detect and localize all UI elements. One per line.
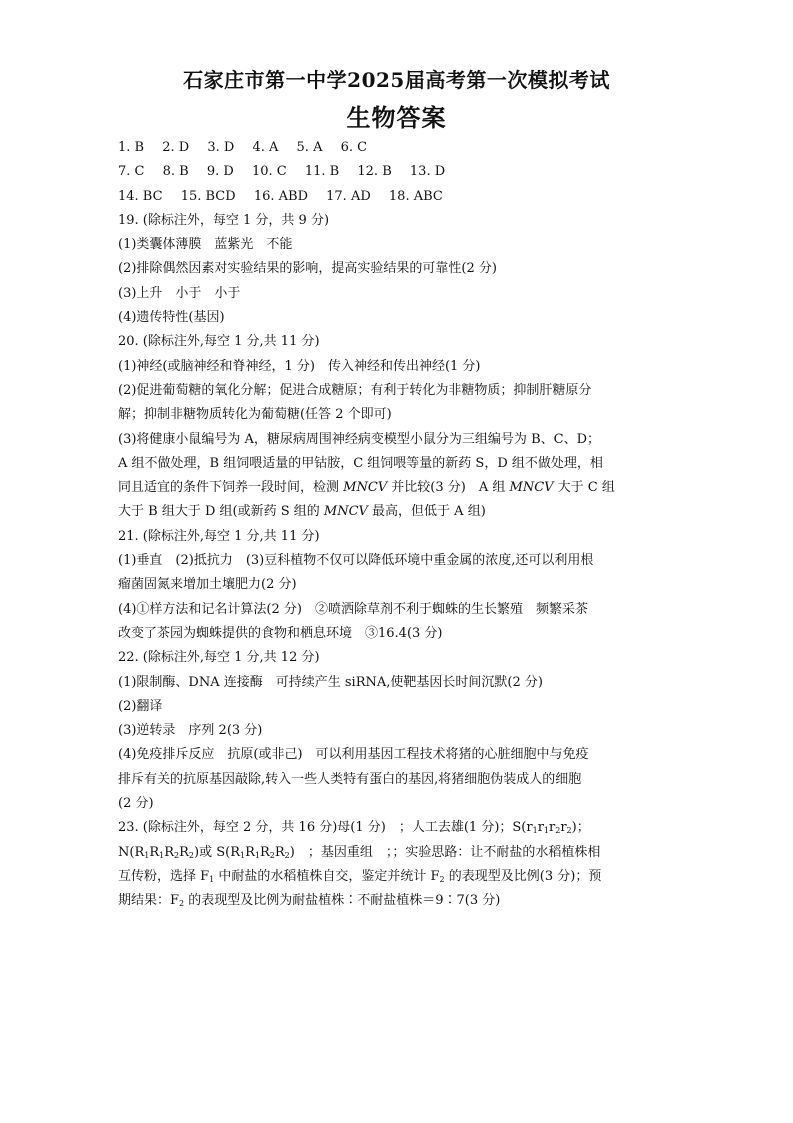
- choice-answer: 14. BC: [118, 188, 163, 204]
- page-subtitle: 生物答案: [346, 103, 447, 132]
- text-run: R: [259, 844, 270, 860]
- answer-line: (3)将健康小鼠编号为 A，糖尿病周围神经病变模型小鼠分为三组编号为 B、C、D；: [118, 431, 600, 447]
- answer-line: 瘤菌固氮来增加土壤肥力(2 分): [118, 577, 297, 593]
- answer-line: (4)①样方法和记名计算法(2 分) ②喷洒除草剂不利于蜘蛛的生长繁殖 频繁采茶: [118, 601, 588, 617]
- text-run: 中耐盐的水稻植株自交，鉴定并统计 F: [214, 868, 440, 884]
- subscript: 2: [174, 850, 180, 860]
- choice-answer: 7. C: [118, 164, 145, 180]
- choice-answer: 17. AD: [326, 188, 371, 204]
- answer-line: (2)翻译: [118, 698, 163, 714]
- text-run: 同且适宜的条件下饲养一段时间，检测: [118, 480, 344, 496]
- choice-answer: 13. D: [409, 164, 446, 180]
- answer-line: (3)上升 小于 小于: [118, 285, 241, 301]
- text-run: 大于 B 组大于 D 组(或新药 S 组的: [118, 504, 324, 520]
- text-run: R: [274, 844, 285, 860]
- subscript: 1: [209, 874, 215, 884]
- q23-line-2: [118, 841, 678, 865]
- text-run: R: [164, 844, 175, 860]
- text-run: 的表现型及比例为耐盐植株∶不耐盐植株＝9∶7(3 分): [184, 893, 501, 909]
- answer-line: (4)遗传特性(基因): [118, 310, 225, 326]
- choice-answer: 1. B: [118, 140, 145, 155]
- choice-answer: 4. A: [252, 140, 279, 155]
- choice-answer: 9. D: [206, 164, 234, 180]
- answer-line: (1)神经(或脑神经和脊神经，1 分) 传入神经和传出神经(1 分): [118, 358, 481, 374]
- choice-answer: 16. ABD: [253, 188, 308, 204]
- q22-heading: 22. (除标注外,每空 1 分,共 12 分): [118, 650, 320, 666]
- text-run: 期结果：F: [118, 893, 180, 909]
- text-run: 大于 C 组: [553, 480, 615, 496]
- choice-answer: 15. BCD: [180, 188, 236, 204]
- text-run: ) ；基因重组 ；；实验思路：让不耐盐的水稻植株相: [289, 844, 601, 860]
- page-title: 石家庄市第一中学2025届高考第一次模拟考试: [183, 68, 610, 92]
- subscript: 2: [566, 826, 572, 836]
- text-run: r: [560, 820, 567, 836]
- answer-content: [118, 136, 678, 914]
- answer-line: (2 分): [118, 796, 154, 812]
- subscript: 2: [555, 826, 561, 836]
- answer-line: 改变了茶园为蜘蛛提供的食物和栖息环境 ③16.4(3 分): [118, 625, 443, 641]
- answer-line: 排斥有关的抗原基因敲除,转入一些人类特有蛋白的基因,将猪细胞伪装成人的细胞: [118, 771, 582, 787]
- choice-answer: 8. B: [162, 164, 189, 180]
- q19-heading: 19. (除标注外，每空 1 分，共 9 分): [118, 212, 330, 228]
- answer-line: [118, 476, 678, 500]
- text-run: )；: [571, 820, 590, 836]
- choice-answer: 12. B: [357, 164, 392, 180]
- choice-answer: 6. C: [340, 140, 368, 155]
- text-run: R: [245, 844, 255, 860]
- text-run: 的表现型及比例(3 分)；预: [444, 868, 602, 884]
- text-run: r: [549, 820, 556, 836]
- subscript: 2: [179, 899, 185, 909]
- answer-line: (1)限制酶、DNA 连接酶 可持续产生 siRNA,使靶基因长时间沉默(2 分): [118, 674, 543, 690]
- text-run: 互传粉，选择 F: [118, 868, 210, 884]
- text-run: N(R: [118, 844, 145, 860]
- answer-line: (3)逆转录 序列 2(3 分): [118, 723, 263, 739]
- subscript: 2: [188, 850, 195, 860]
- subscript: 2: [269, 850, 275, 860]
- answer-line: (2)促进葡萄糖的氧化分解；促进合成糖原；有利于转化为非糖物质；抑制肝糖原分: [118, 382, 592, 398]
- text-run: 并比较(3 分) A 组: [387, 480, 510, 496]
- text-run: )或 S(R: [194, 844, 240, 860]
- q21-heading: 21. (除标注外,每空 1 分,共 11 分): [118, 528, 320, 544]
- text-run: r: [537, 820, 544, 836]
- mncv-term: MNCV: [343, 480, 388, 496]
- answer-line: (1)类囊体薄膜 蓝紫光 不能: [118, 237, 293, 253]
- mncv-term: MNCV: [323, 504, 368, 520]
- q20-heading: 20. (除标注外,每空 1 分,共 11 分): [118, 334, 320, 350]
- choice-answer: 18. ABC: [388, 188, 443, 204]
- subscript: 1: [144, 850, 150, 860]
- choice-answer: 5. A: [296, 140, 323, 155]
- choice-row-1: [118, 136, 678, 160]
- answer-line: (4)免疫排斥反应 抗原(或非己) 可以利用基因工程技术将猪的心脏细胞中与免疫: [118, 747, 589, 763]
- q23-line-4: [118, 889, 678, 913]
- answer-line: (2)排除偶然因素对实验结果的影响，提高实验结果的可靠性(2 分): [118, 261, 497, 277]
- text-run: R: [179, 844, 189, 860]
- answer-line: 解；抑制非糖物质转化为葡萄糖(任答 2 个即可): [118, 407, 392, 423]
- choice-row-2: [118, 160, 678, 184]
- subscript: 1: [254, 850, 260, 860]
- q23-line-1: [118, 816, 678, 840]
- answer-line: [118, 500, 678, 524]
- subscript: 1: [159, 850, 165, 860]
- choice-answer: 10. C: [251, 164, 287, 180]
- choice-answer: 3. D: [207, 140, 235, 155]
- text-run: R: [149, 844, 160, 860]
- answer-line: (1)垂直 (2)抵抗力 (3)豆科植物不仅可以降低环境中重金属的浓度,还可以利用根: [118, 553, 594, 569]
- choice-row-3: [118, 185, 678, 209]
- answer-line: A 组不做处理，B 组饲喂适量的甲钴胺，C 组饲喂等量的新药 S，D 组不做处理，相: [118, 455, 603, 471]
- subscript: 1: [543, 826, 549, 836]
- subscript: 2: [284, 850, 290, 860]
- q23-line-3: [118, 865, 678, 889]
- subscript: 1: [240, 850, 246, 860]
- choice-answer: 2. D: [162, 140, 190, 155]
- text-run: 23. (除标注外，每空 2 分，共 16 分)母(1 分) ；人工去雄(1 分)；S(r: [118, 820, 533, 836]
- choice-answer: 11. B: [304, 164, 340, 180]
- subscript: 2: [439, 874, 445, 884]
- text-run: 最高，但低于 A 组): [367, 504, 486, 520]
- mncv-term: MNCV: [509, 480, 554, 496]
- subscript: 1: [532, 826, 538, 836]
